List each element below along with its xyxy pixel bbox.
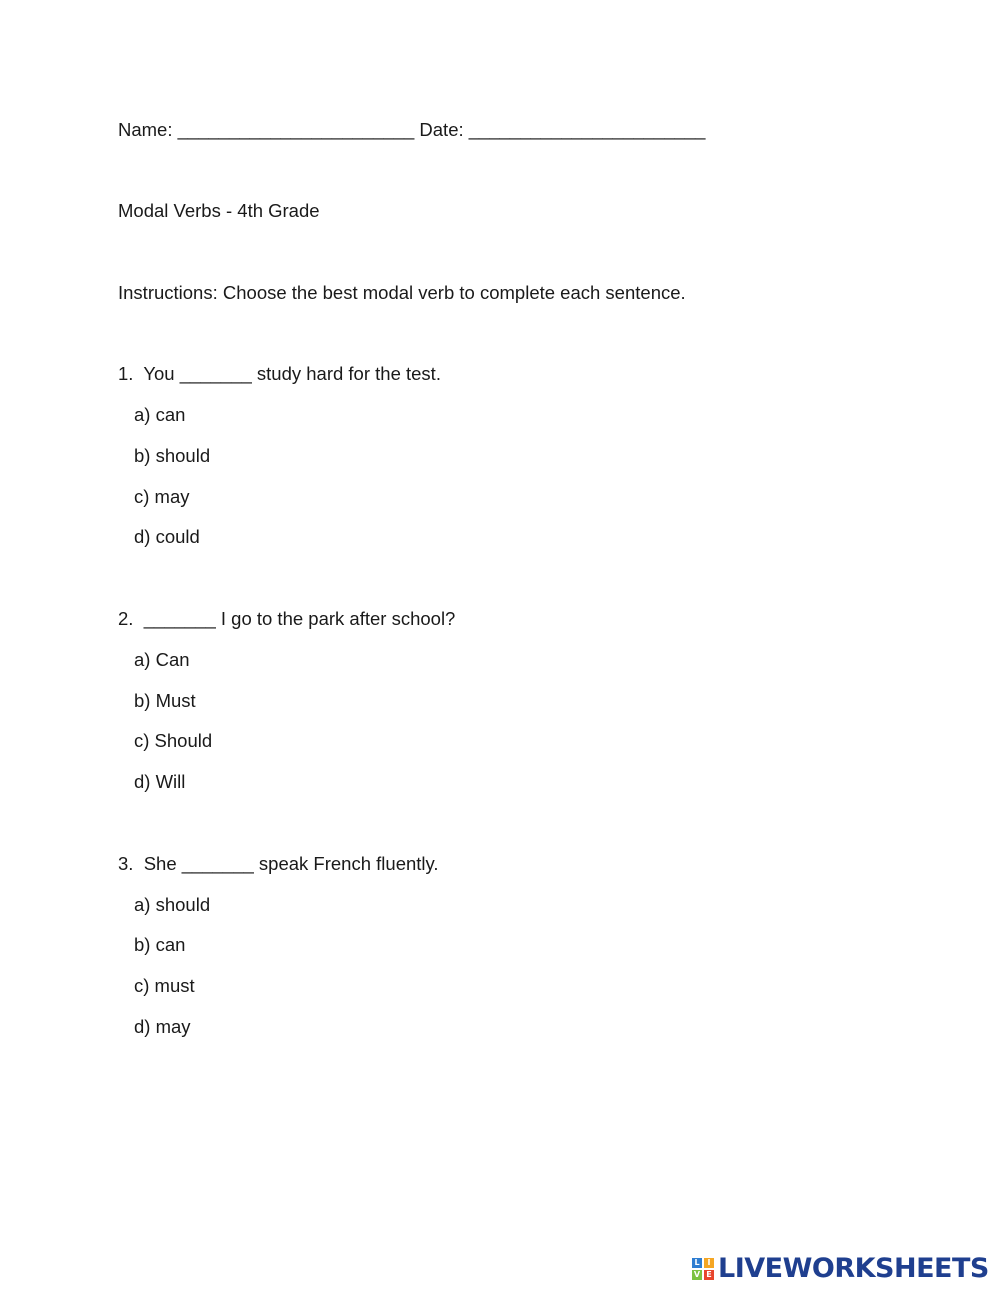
answer-option[interactable]: c) must — [134, 975, 195, 996]
answer-option[interactable]: c) Should — [134, 730, 213, 751]
question-text: 3. She _______ speak French fluently. — [118, 853, 439, 874]
logo-mark-cell: V — [693, 1270, 701, 1279]
liveworksheets-logo — [692, 1254, 989, 1284]
answer-option[interactable]: a) can — [134, 404, 186, 425]
logo-mark-cell: I — [704, 1258, 714, 1268]
answer-option[interactable]: a) Can — [134, 649, 190, 670]
logo-mark-icon — [692, 1258, 714, 1280]
worksheet-title: Modal Verbs - 4th Grade — [118, 200, 320, 221]
answer-option[interactable]: d) could — [134, 526, 200, 547]
answer-option[interactable]: d) may — [134, 1016, 191, 1037]
answer-option[interactable]: b) can — [134, 934, 186, 955]
question-text: 1. You _______ study hard for the test. — [118, 363, 441, 384]
question-text: 2. _______ I go to the park after school? — [118, 608, 456, 629]
answer-option[interactable]: a) should — [134, 894, 211, 915]
answer-option[interactable]: b) should — [134, 445, 211, 466]
logo-mark-cell: E — [704, 1270, 714, 1280]
answer-option[interactable]: d) Will — [134, 771, 186, 792]
answer-option[interactable]: b) Must — [134, 690, 196, 711]
name-date-line: Name: _______________________ Date: _______________________ — [118, 119, 706, 140]
answer-option[interactable]: c) may — [134, 486, 190, 507]
instructions: Instructions: Choose the best modal verb to complete each sentence. — [118, 282, 686, 303]
logo-text: LIVEWORKSHEETS — [718, 1253, 989, 1284]
logo-mark-cell: L — [692, 1258, 702, 1268]
